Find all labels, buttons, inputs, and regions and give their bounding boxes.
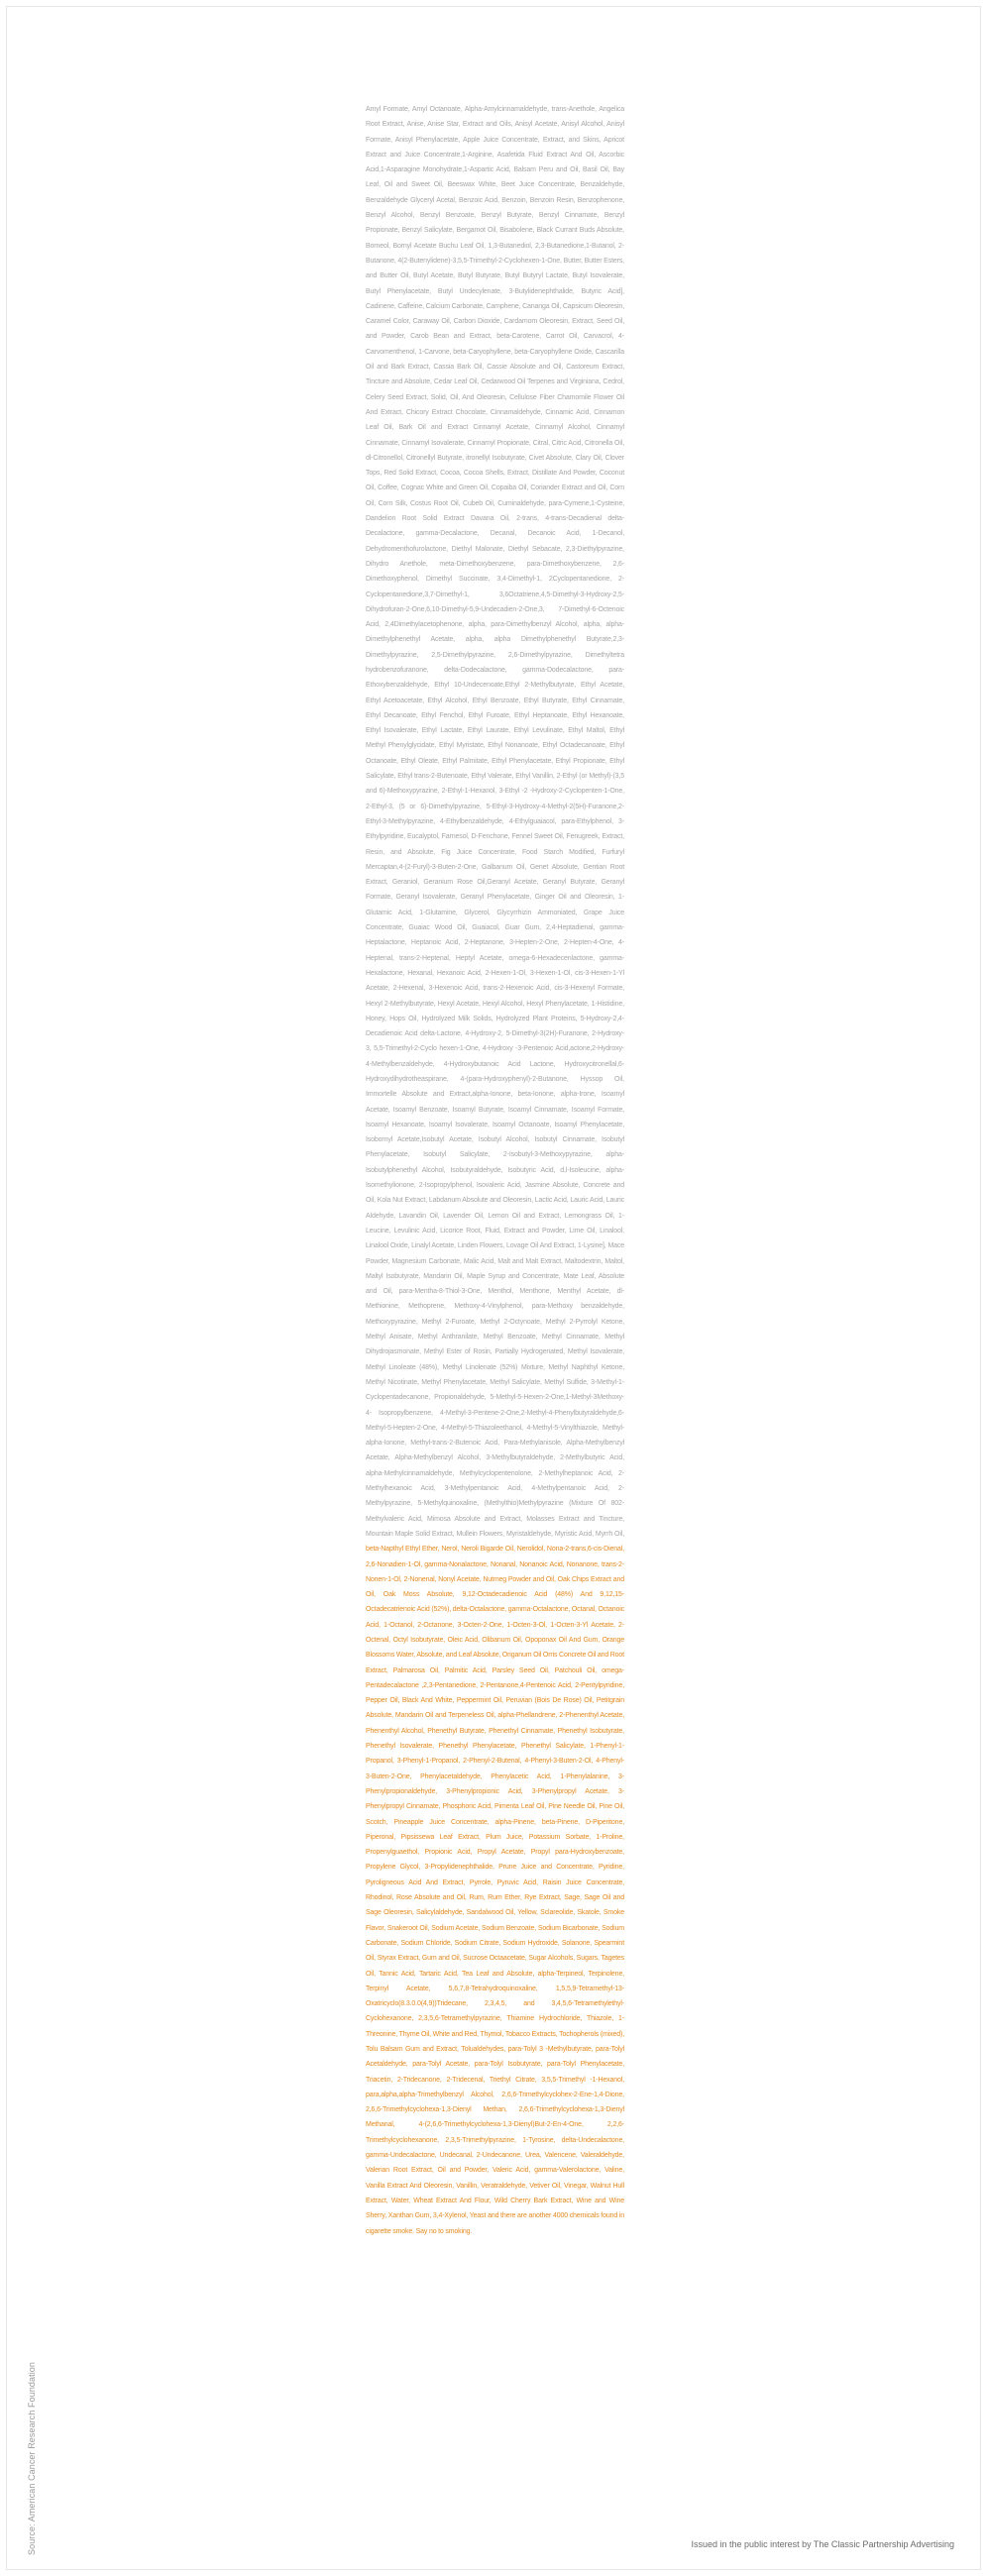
ingredients-body-copy xyxy=(366,102,624,2239)
source-credit: Source: American Cancer Research Foundation xyxy=(27,2362,37,2555)
ingredients-list-orange: beta-Napthyl Ethyl Ether, Nerol, Neroli Bigarde Oil, Nerolidol, Nona-2-trans,6-cis-Dienal, 2,6-Nonadien-1-Ol, gamma-Nonalactone, Nonanal, Nonanoic Acid, Nonanone, trans-2-Nonen-1-Ol, 2-Nonenal, Nonyl Acetate, Nutmeg Powder and Oil, Oak Chips Extract and Oil, Oak Moss Absolute, 9,12-Octadecadienoic Acid (48%) And 9,12,15-Octadecatrienoic Acid (52%), delta-Octalactone, gamma-Octalactone, Octanal, Octanoic Acid, 1-Octanol, 2-Octanone, 3-Octen-2-One, 1-Octen-3-Ol, 1-Octen-3-Yl Acetate, 2-Octenal, Octyl Isobutyrate, Oleic Acid, Olibanum Oil, Opoponax Oil And Gum, Orange Blossoms Water, Absolute, and Leaf Absolute, Origanum Oil Orris Concrete Oil and Root Extract, Palmarosa Oil, Palmitic Acid, Parsley Seed Oil, Patchouli Oil, omega-Pentadecalactone ,2,3-Pentanedione, 2-Pentanone,4-Pentenoic Acid, 2-Pentylpyridine, Pepper Oil, Black And White, Peppermint Oil, Peruvian (Bois De Rose) Oil, Petitgrain Absolute, Mandarin Oil and Terpeneless Oil, alpha-Phellandrene, 2-Phenenthyl Acetate, Phenenthyl Alcohol, Phenethyl Butyrate, Phenethyl Cinnamate, Phenethyl Isobutyrate, Phenethyl Isovalerate, Phenethyl Phenylacetate, Phenethyl Salicylate, 1-Phenyl-1-Propanol, 3-Phenyl-1-Propanol, 2-Phenyl-2-Butenal, 4-Phenyl-3-Buten-2-Ol, 4-Phenyl-3-Buten-2-One, Phenylacetaldehyde, Phenylacetic Acid, 1-Phenylalanine, 3-Phenylpropionaldehyde, 3-Phenylpropionic Acid, 3-Phenylpropyl Acetate, 3-Phenylpropyl Cinnamate, Phosphoric Acid, Pimenta Leaf Oil, Pine Needle Oil, Pine Oil, Scotch, Pineapple Juice Concentrate, alpha-Pinene, beta-Pinene, D-Piperitone, Piperonal, Pipsissewa Leaf Extract, Plum Juice, Potassium Sorbate, 1-Proline, Propenylguaethol, Propionic Acid, Propyl Acetate, Propyl para-Hydroxybenzoate, Propylene Glycol, 3-Propylidenephthalide, Prune Juice and Concentrate, Pyridine, Pyroligneous Acid And Extract, Pyrrole, Pyruvic Acid, Raisin Juice Concentrate, Rhodinol, Rose Absolute and Oil, Rum, Rum Ether, Rye Extract, Sage, Sage Oil and Sage Oleoresin, Salicylaldehyde, Sandalwood Oil, Yellow, Sclareolide, Skatole, Smoke Flavor, Snakeroot Oil, Sodium Acetate, Sodium Benzoate, Sodium Bicarbonate, Sodium Carbonate, Sodium Chloride, Sodium Citrate, Sodium Hydroxide, Solanone, Spearmint Oil, Styrax Extract, Gum and Oil, Sucrose Octaacetate, Sugar Alcohols, Sugars, Tagetes Oil, Tannic Acid, Tartaric Acid, Tea Leaf and Absolute, alpha-Terpineol, Terpinolene, Terpinyl Acetate, 5,6,7,8-Tetrahydroquinoxaline, 1,5,5,9-Tetramethyl-13-Oxatricyclo(8.3.0.0(4,9))Tridecane, 2,3,4,5, and 3,4,5,6-Tetramethylethyl-Cyclohexanone, 2,3,5,6-Tetramethylpyrazine, Thiamine Hydrochloride, Thiazole, 1-Threonine, Thyme Oil, White and Red, Thymol, Tobacco Extracts, Tochopherols (mixed), Tolu Balsam Gum and Extract, Tolualdehydes, para-Tolyl 3 -Methylbutyrate, para-Tolyl Acetaldehyde, para-Tolyl Acetate, para-Tolyl Isobutyrate, para-Tolyl Phenylacetate, Triacetin, 2-Tridecanone, 2-Tridecenal, Triethyl Citrate, 3,5,5-Trimethyl -1-Hexanol, para,alpha,alpha-Trimethylbenzyl Alcohol, 2,6,6-Trimethylcyclohex-2-Ene-1,4-Dione, 2,6,6-Trimethylcyclohexa-1,3-Dienyl Methan, 2,6,6-Trimethylcyclohexa-1,3-Dienyl Methanal, 4-(2,6,6-Trimethylcyclohexa-1,3-Dienyl)But-2-En-4-One, 2,2,6-Trimethylcyclohexanone, 2,3,5-Trimethylpyrazine, 1-Tyrosine, delta-Undecalactone, gamma-Undecalactone, Undecanal, 2-Undecanone, Urea, Valencene, Valeraldehyde, Valerian Root Extract, Oil and Powder, Valeric Acid, gamma-Valerolactone, Valine, Vanilla Extract And Oleoresin, Vanillin, Veratraldehyde, Vetiver Oil, Vinegar, Walnut Hull Extract, Water, Wheat Extract And Flour, Wild Cherry Bark Extract, Wine and Wine Sherry, Xanthan Gum, 3,4-Xylenol, Yeast and there are another 4000 chemicals found in cigarette smoke. Say no to smoking. xyxy=(366,1546,624,2235)
poster-page xyxy=(6,6,981,2570)
ingredients-list-grey: Amyl Formate, Amyl Octanoate, Alpha-Amylcinnamaldehyde, trans-Anethole, Angelica Root Extract, Anise, Anise Star, Extract and Oils, Anisyl Acetate, Anisyl Alcohol, Anisyl Formate, Anisyl Phenylacetate, Apple Juice Concentrate, Extract, and Skins, Apricot Extract and Juice Concentrate,1-Arginine, Asafetida Fluid Extract And Oil, Ascorbic Acid,1-Asparagine Monohydrate,1-Aspartic Acid, Balsam Peru and Oil, Basil Oil, Bay Leaf, Oil and Sweet Oil, Beeswax White, Beet Juice Concentrate, Benzaldehyde, Benzaldehyde Glyceryl Acetal, Benzoic Acid, Benzoin, Benzoin Resin, Benzophenone, Benzyl Alcohol, Benzyl Benzoate, Benzyl Butyrate, Benzyl Cinnamate, Benzyl Propionate, Benzyl Salicylate, Bergamot Oil, Bisabolene, Black Currant Buds Absolute, Borneol, Bornyl Acetate Buchu Leaf Oil, 1,3-Butanediol, 2,3-Butanedione,1-Butanol, 2-Butanone, 4(2-Butenylidene)-3,5,5-Trimethyl-2-Cyclohexen-1-One, Butter, Butter Esters, and Butter Oil, Butyl Acetate, Butyl Butyrate, Butyl Butyryl Lactate, Butyl Isovalerate, Butyl Phenylacetate, Butyl Undecylenate, 3-Butylidenephthalide, Butyric Acid], Cadinene, Caffeine, Calcium Carbonate, Camphene, Cananga Oil, Capsicum Oleoresin, Caramel Color, Caraway Oil, Carbon Dioxide, Cardamom Oleoresin, Extract, Seed Oil, and Powder, Carob Bean and Extract, beta-Carotene, Carrot Oil, Carvacrol, 4-Carvomenthenol, 1-Carvone, beta-Caryophyllene, beta-Caryophyllene Oxide, Cascarilla Oil and Bark Extract, Cassia Bark Oil, Cassie Absolute and Oil, Castoreum Extract, Tincture and Absolute, Cedar Leaf Oil, Cedarwood Oil Terpenes and Virginiana, Cedrol, Celery Seed Extract, Solid, Oil, And Oleoresin, Cellulose Fiber Chamomile Flower Oil And Extract, Chicory Extract Chocolate, Cinnamaldehyde, Cinnamic Acid, Cinnamon Leaf Oil, Bark Oil and Extract Cinnamyl Acetate, Cinnamyl Alcohol, Cinnamyl Cinnamate, Cinnamyl Isovalerate, Cinnamyl Propionate, Citral, Citric Acid, Citronella Oil, dl-Citronellol, Citronellyl Butyrate, itronellyl Isobutyrate, Civet Absolute, Clary Oil, Clover Tops, Red Solid Extract, Cocoa, Cocoa Shells, Extract, Distillate And Powder, Coconut Oil, Coffee, Cognac White and Green Oil, Copaiba Oil, Coriander Extract and Oil, Corn Oil, Corn Silk, Costus Root Oil, Cubeb Oil, Cuminaldehyde, para-Cymene,1-Cysteine, Dandelion Root Solid Extract Davana Oil, 2-trans, 4-trans-Decadienal delta-Decalactone, gamma-Decalactone, Decanal, Decanoic Acid, 1-Decanol, Dehydromenthofurolactone, Diethyl Malonate, Diethyl Sebacate, 2,3-Diethylpyrazine, Dihydro Anethole, meta-Dimethoxybenzene, para-Dimethoxybenzene, 2,6-Dimethoxyphenol, Dimethyl Succinate, 3,4-Dimethyl-1, 2Cyclopentanedione, 2-Cyclopentanedione,3,7-Dimethyl-1, 3,6Octatriene,4,5-Dimethyl-3-Hydroxy-2,5-Dihydrofuran-2-One,6,10-Dimethyl-5,9-Undecadien-2-One,3, 7-Dimethyl-6-Octenoic Acid, 2,4Dimethylacetophenone, alpha, para-Dimethylbenzyl Alcohol, alpha, alpha-Dimethylphenethyl Acetate, alpha, alpha Dimethylphenethyl Butyrate,2,3- Dimethylpyrazine, 2,5-Dimethylpyrazine, 2,6-Dimethylpyrazine, Dimethyltetra hydrobenzofuranone, delta-Dodecalactone, gamma-Dodecalactone, para-Ethoxybenzaldehyde, Ethyl 10-Undecenoate,Ethyl 2-Methylbutyrate, Ethyl Acetate, Ethyl Acetoacetate, Ethyl Alcohol, Ethyl Benzoate, Ethyl Butyrate, Ethyl Cinnamate, Ethyl Decanoate, Ethyl Fenchol, Ethyl Furoate, Ethyl Heptanoate, Ethyl Hexanoate, Ethyl Isovalerate, Ethyl Lactate, Ethyl Laurate, Ethyl Levulinate, Ethyl Maltol, Ethyl Methyl Phenylglycidate, Ethyl Myristate, Ethyl Nonanoate, Ethyl Octadecanoate, Ethyl Octanoate, Ethyl Oleate, Ethyl Palmitate, Ethyl Phenylacetate, Ethyl Propionate, Ethyl Salicylate, Ethyl trans-2-Butenoate, Ethyl Valerate, Ethyl Vanillin, 2-Ethyl (or Methyl)-(3,5 and 6)-Methoxypyrazine, 2-Ethyl-1-Hexanol, 3-Ethyl -2 -Hydroxy-2-Cyclopenten-1-One, 2-Ethyl-3, (5 or 6)-Dimethylpyrazine, 5-Ethyl-3-Hydroxy-4-Methyl-2(5H)-Furanone,2-Ethyl-3-Methylpyrazine, 4-Ethylbenzaldehyde, 4-Ethylguaiacol, para-Ethylphenol, 3-Ethylpyridine, Eucalyptol, Farnesol, D-Fenchone, Fennel Sweet Oil, Fenugreek, Extract, Resin, and Absolute, Fig Juice Concentrate, Food Starch Modified, Furfuryl Mercaptan,4-(2-Furyl)-3-Buten-2-One, Galbanum Oil, Genet Absolute, Gentian Root Extract, Geraniol, Geranium Rose Oil,Geranyl Acetate, Geranyl Butyrate, Geranyl Formate, Geranyl Isovalerate, Geranyl Phenylacetate, Ginger Oil and Oleoresin, 1-Glutamic Acid, 1-Glutamine, Glycerol, Glycyrrhizin Ammoniated, Grape Juice Concentrate, Guaiac Wood Oil, Guaiacol, Guar Gum, 2,4-Heptadienal, gamma-Heptalactone, Heptanoic Acid, 2-Heptanone, 3-Hepten-2-One, 2-Hepten-4-One, 4-Heptenal, trans-2-Heptenal, Heptyl Acetate, omega-6-Hexadecenlactone, gamma-Hexalactone, Hexanal, Hexanoic Acid, 2-Hexen-1-Ol, 3-Hexen-1-Ol, cis-3-Hexen-1-Yl Acetate, 2-Hexenal, 3-Hexenoic Acid, trans-2-Hexenoic Acid, cis-3-Hexenyl Formate, Hexyl 2-Methylbutyrate, Hexyl Acetate, Hexyl Alcohol, Hexyl Phenylacetate, 1-Histidine, Honey, Hops Oil, Hydrolyzed Milk Solids, Hydrolyzed Plant Proteins, 5-Hydroxy-2,4-Decadienoic Acid delta-Lactone, 4-Hydroxy-2, 5-Dimethyl-3(2H)-Furanone, 2-Hydroxy-3, 5,5-Trimethyl-2-Cyclo hexen-1-One, 4-Hydroxy -3-Pentenoic Acid,actone,2-Hydroxy-4-Methylbenzaldehyde, 4-Hydroxybutanoic Acid Lactone, Hydroxycitronellal,6-Hydroxydihydrotheaspirane, 4-(para-Hydroxyphenyl)-2-Butanone, Hyssop Oil, Immortelle Absolute and Extract,alpha-Ionone, beta-Ionone, alpha-Irone, Isoamyl Acetate, Isoamyl Benzoate, Isoamyl Butyrate, Isoamyl Cinnamate, Isoamyl Formate, Isoamyl Hexanoate, Isoamyl Isovalerate, Isoamyl Octanoate, Isoamyl Phenylacetate, Isobornyl Acetate,Isobutyl Acetate, Isobutyl Alcohol, Isobutyl Cinnamate, Isobutyl Phenylacetate, Isobutyl Salicylate, 2-Isobutyl-3-Methoxypyrazine, alpha-Isobutylphenethyl Alcohol, Isobutyraldehyde, Isobutyric Acid, d,l-Isoleucine, alpha-Isomethylionone, 2-Isopropylphenol, Isovaleric Acid, Jasmine Absolute, Concrete and Oil, Kola Nut Extract, Labdanum Absolute and Oleoresin, Lactic Acid, Lauric Acid, Lauric Aldehyde, Lavandin Oil, Lavender Oil, Lemon Oil and Extract, Lemongrass Oil, 1-Leucine, Levulinic Acid, Licorice Root, Fluid, Extract and Powder, Lime Oil, Linalool, Linalool Oxide, Linalyl Acetate, Linden Flowers, Lovage Oil And Extract, 1-Lysine], Mace Powder, Magnesium Carbonate, Malic Acid, Malt and Malt Extract, Maltodextrin, Maltol, Maltyl Isobutyrate, Mandarin Oil, Maple Syrup and Concentrate, Mate Leaf, Absolute and Oil, para-Mentha-8-Thiol-3-One, Menthol, Menthone, Menthyl Acetate, dl-Methionine, Methoprene, Methoxy-4-Vinylphenol, para-Methoxy benzaldehyde, Methoxypyrazine, Methyl 2-Furoate, Methyl 2-Octynoate, Methyl 2-Pyrrolyl Ketone, Methyl Anisate, Methyl Anthranilate, Methyl Benzoate, Methyl Cinnamate, Methyl Dihydrojasmonate, Methyl Ester of Rosin, Partially Hydrogenated, Methyl Isovalerate, Methyl Linoleate (48%), Methyl Linolenate (52%) Mixture, Methyl Naphthyl Ketone, Methyl Nicotinate, Methyl Phenylacetate, Methyl Salicylate, Methyl Sulfide, 3-Methyl-1-Cyclopentadecanone, Propionaldehyde, 5-Methyl-5-Hexen-2-One,1-Methyl-3Methoxy-4- Isopropylbenzene, 4-Methyl-3-Pentene-2-One,2-Methyl-4-Phenylbutyraldehyde,6-Methyl-5-Hepten-2-One, 4-Methyl-5-Thiazoleethanol, 4-Methyl-5-Vinylthiazole, Methyl-alpha-Ionone, Methyl-trans-2-Butenoic Acid, Para-Methylanisole, Alpha-Methylbenzyl Acetate, Alpha-Methylbenzyl Alcohol, 3-Methylbutyraldehyde, 2-Methylbutyric Acid, alpha-Methylcinnamaldehyde, Methylcyclopentenolone, 2-Methylheptanoic Acid, 2-Methylhexanoic Acid, 3-Methylpentanoic Acid, 4-Methylpentanoic Acid, 2-Methylpyrazine, 5-Methylquinoxaline, (Methylthio)Methylpyrazine (Mixture Of 802-Methylvaleric Acid, Mimosa Absolute and Extract, Molasses Extract and Tincture, Mountain Maple Solid Extract, Mullein Flowers, Myristaldehyde, Myristic Acid, Myrrh Oil, xyxy=(366,106,624,1538)
issued-credit: Issued in the public interest by The Classic Partnership Advertising xyxy=(691,2539,954,2549)
